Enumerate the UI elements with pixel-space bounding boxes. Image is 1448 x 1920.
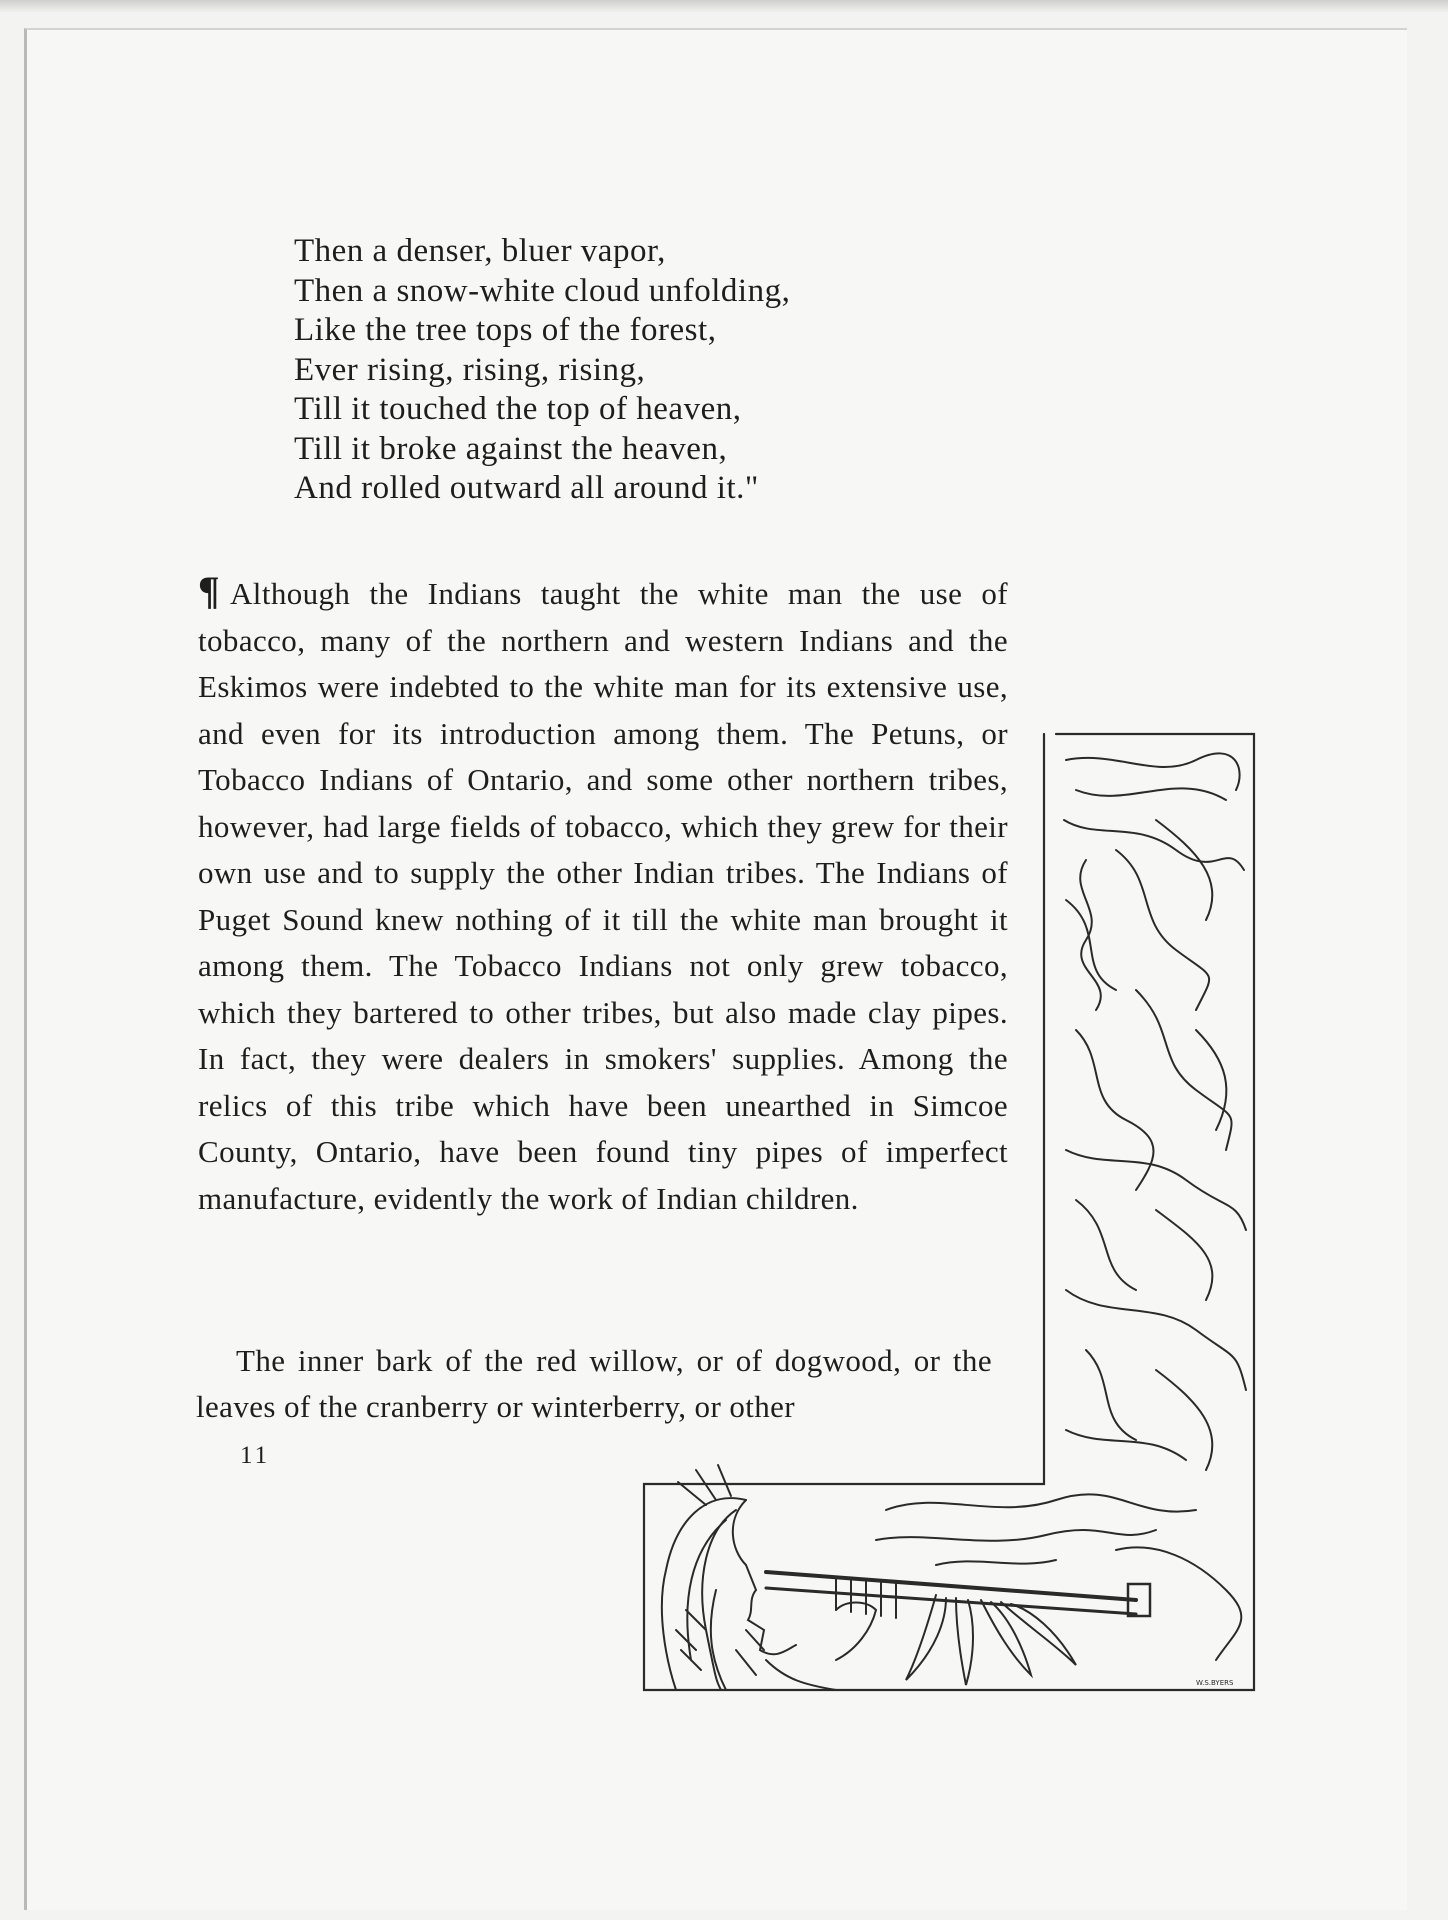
pilcrow-icon: ¶ — [198, 568, 221, 613]
scan-edge — [0, 0, 1448, 12]
pipe-smoking-illustration-icon — [636, 730, 1256, 1696]
poem-line: And rolled outward all around it." — [294, 470, 759, 506]
poem-line: Till it broke against the heaven, — [294, 430, 728, 467]
poem-line: Then a denser, bluer vapor, — [294, 233, 666, 269]
poem-line: Till it touched the top of heaven, — [294, 391, 742, 427]
poem-stanza — [294, 232, 994, 509]
poem-line: Like the tree tops of the forest, — [294, 312, 717, 348]
illustration-signature: W.S.BYERS — [1196, 1679, 1234, 1687]
page-number: 11 — [240, 1442, 271, 1469]
poem-line: Then a snow-white cloud unfolding, — [294, 272, 791, 309]
poem-line: Ever rising, rising, rising, — [294, 351, 646, 388]
paragraph-inner-bark: The inner bark of the red willow, or of dogwood, or the leaves of the cranberry or winterberry, or other — [196, 1343, 992, 1424]
paragraph-text: Although the Indians taught the white man the use of tobacco, many of the northern and western Indians and the Eskimos were indebted to the white man for its extensive use, and even for its introduction among them. The Petuns, or Tobacco Indians of Ontario, and some other northern tribes, however, had large fields of tobacco, which they grew for their own use and to supply the other Indian tribes. The Indians of Puget Sound knew nothing of it till the white man brought it among them. The Tobacco Indians not only grew tobacco, which they bartered to other tribes, but also made clay pipes. In fact, they were dealers in smokers' supplies. Among the relics of this tribe which have been unearthed in Simcoe County, Ontario, have been found tiny pipes of imperfect manufacture, evidently the work of Indian children. — [198, 576, 1008, 1216]
